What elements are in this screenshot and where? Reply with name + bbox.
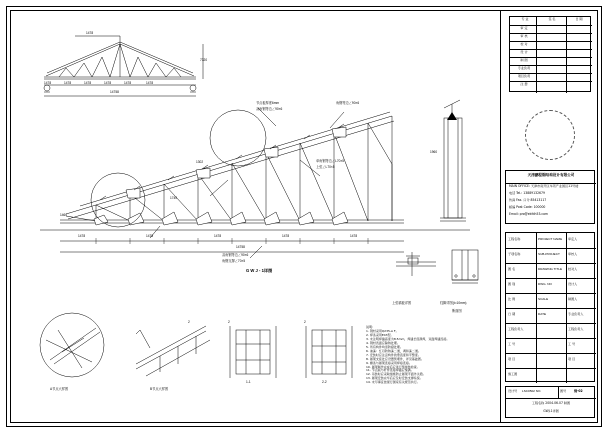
info-extra-1: 工 号 (508, 342, 516, 346)
key-dim-3: 1478 (84, 81, 92, 85)
note-leader-4: 单角钢等边∠L70×5 (316, 159, 345, 163)
info-value-4: SCALE (538, 297, 549, 301)
note-item: 11. 节点板与杆件连接焊缝应饱满。 (366, 368, 414, 373)
note-item: 12. 吊装时应采取措施防止屋架平面外失稳。 (366, 372, 426, 377)
right-label-3: 设计人 (568, 282, 578, 286)
company-line-1: 电话 Tel.: 13889132679 (509, 191, 545, 195)
sig-row-1: 审 核 (520, 34, 528, 38)
company-line-4: Email: pro@ekfdh53.com (509, 212, 548, 216)
sig-row-0: 审 定 (520, 26, 528, 30)
key-dim-1: 1478 (44, 81, 52, 85)
info-extra-0: 工程负责人 (508, 327, 524, 331)
note-item: 1. 钢材采用Q235-A F。 (366, 328, 399, 333)
info-extra-2: 项 目 (508, 357, 516, 361)
info-label-1: 子项名称 (508, 252, 521, 256)
sig-row-4: 制 图 (520, 58, 528, 62)
drawing-no-value: 钢-02 (574, 389, 583, 393)
info-value-2: DRAWING TITLE (538, 267, 563, 271)
note-leader-1: 节点板厚度6mm (256, 101, 280, 105)
bdim-1: 1478 (78, 234, 86, 238)
note-item: 2. 焊条采用E43型。 (366, 332, 394, 337)
bdim-3: 1478 (214, 234, 222, 238)
note-leader-2: 双角钢等边∠90×6 (256, 107, 283, 111)
info-value-3: DWG. NO (538, 282, 552, 286)
bdim-4: 1478 (282, 234, 290, 238)
section-2-2-title: 2-2 (322, 380, 327, 384)
company-line-0: MAIN OFFICE: 天津市南开区华苑产业园区11号楼 (509, 184, 579, 188)
bdim-5: 1478 (350, 234, 358, 238)
key-dim-5: 1478 (124, 81, 132, 85)
sig-col-1: 签 名 (548, 17, 556, 21)
detail-note-2: 2 (304, 320, 306, 324)
sig-col-2: 日 期 (575, 17, 583, 21)
key-dim-6: 1478 (146, 81, 154, 85)
note-item: 8. 屋架支座处应设置预埋件，详见基础图。 (366, 356, 424, 361)
note-leader-7: 角钢支撑∠70×5 (222, 259, 246, 263)
right-label-0: 审定人 (568, 237, 578, 241)
info-label-4: 比 例 (508, 297, 516, 301)
footer-sub-right: GWJ-1详图 (543, 409, 559, 413)
truss-key-title: G W J - 1详图 (246, 268, 273, 273)
key-dim-2: 1478 (64, 81, 72, 85)
right-label-5: 专业负责人 (568, 312, 584, 316)
info-value-0: PROJECT NAME (538, 237, 563, 241)
note-item: 13. 屋架安装完毕后应及时安装支撑系统。 (366, 376, 423, 381)
note-item: 4. 钢材表面应除锈处理。 (366, 340, 400, 345)
note-leader-6: 双角钢等边∠90×6 (222, 253, 249, 257)
right-label-4: 制图人 (568, 297, 578, 301)
key-truss-height: 7320 (200, 58, 208, 62)
section-mark-label: 断面图 (452, 309, 462, 313)
company-line-2: 传真 Fax. 口令 85413117 (509, 198, 547, 202)
section-1-1-title: 1-1 (246, 380, 251, 384)
sig-col-0: 专 业 (521, 17, 529, 21)
info-label-5: 日 期 (508, 312, 516, 316)
info-label-0: 工程名称 (508, 237, 521, 241)
vdim-3: 1960 (430, 150, 438, 154)
detail-note-3: 2 (188, 320, 190, 324)
detail-note-1: 2 (228, 320, 230, 324)
info-value-1: SUB-PROJECT (538, 252, 560, 256)
note-leader-5: 上弦∠L70×5 (316, 165, 335, 169)
drawing-number-block (505, 386, 595, 418)
right-label-6: 工程负责人 (568, 327, 584, 331)
vdim-4: 1460 (60, 213, 68, 217)
company-line-3: 邮编 Post Code: 100000 (509, 205, 546, 209)
sig-row-3: 设 计 (520, 50, 528, 54)
detail-b-title: B节点大样图 (150, 387, 169, 391)
title-block (500, 10, 598, 423)
notes-heading: 说明： (366, 325, 376, 329)
sig-row-2: 校 对 (520, 42, 528, 46)
upper-chord-detail-title: 上弦填板详图 (392, 301, 412, 305)
note-item: 9. 檩条与屋架连接采用焊接连接。 (366, 360, 412, 365)
design-stage: 施工图 (508, 372, 518, 376)
general-notes (366, 326, 486, 385)
right-label-1: 审核人 (568, 252, 578, 256)
note-item: 7. 安装时应注意构件的垂直度和平整度。 (366, 352, 421, 357)
note-leader-3: 角钢等边∠90×6 (336, 101, 360, 105)
company-name: 天津鹏程钢结构设计有限公司 (527, 173, 575, 177)
vdim-2: 1740 (170, 196, 178, 200)
info-value-5: DATE (538, 312, 547, 316)
info-label-3: 图 别 (508, 282, 516, 286)
right-label-8: 项 目 (568, 357, 576, 361)
footer-sub-left: 工程名称 2004.06.07 制图 (531, 401, 571, 405)
base-plate-detail-title: 柱脚详图(t=10mm) (440, 301, 467, 305)
key-dim-4: 1478 (104, 81, 112, 85)
note-item: 10. 屋架制作完成后应进行预拼装检查。 (366, 364, 420, 369)
design-no-value: LSC0502 NO. (522, 389, 542, 393)
design-no-label: 设计号 (508, 389, 518, 393)
bdim-total: 14758 (236, 245, 245, 249)
key-truss-top-dim: 1478 (86, 31, 94, 35)
note-item: 5. 所有构件均需防腐处理。 (366, 344, 403, 349)
note-item: 6. 油漆：红丹防锈漆二道，调和漆二道。 (366, 348, 421, 353)
vdim-1: 1302 (196, 160, 204, 164)
sig-row-7: 注 册 (520, 82, 528, 86)
key-truss-span: 14758 (110, 90, 119, 94)
right-label-2: 校对人 (568, 267, 578, 271)
bdim-2: 1478 (146, 234, 154, 238)
company-stamp (505, 170, 595, 224)
note-item: 14. 未尽事宜按现行国家有关规范执行。 (366, 380, 420, 385)
drawing-no-label: 图号 (560, 389, 567, 393)
detail-a-title: A节点大样图 (50, 387, 69, 391)
sig-row-5: 专业负责 (517, 66, 531, 70)
approval-stamp (525, 110, 575, 160)
signature-table (509, 16, 591, 92)
info-label-2: 图 名 (508, 267, 516, 271)
note-item: 3. 未注明焊缝高度为8.5mm，焊缝长度满焊，双面焊缝连接。 (366, 336, 450, 341)
project-info-table (505, 232, 595, 382)
sig-row-6: 项目负责 (517, 74, 531, 78)
right-label-7: 工 号 (568, 342, 576, 346)
